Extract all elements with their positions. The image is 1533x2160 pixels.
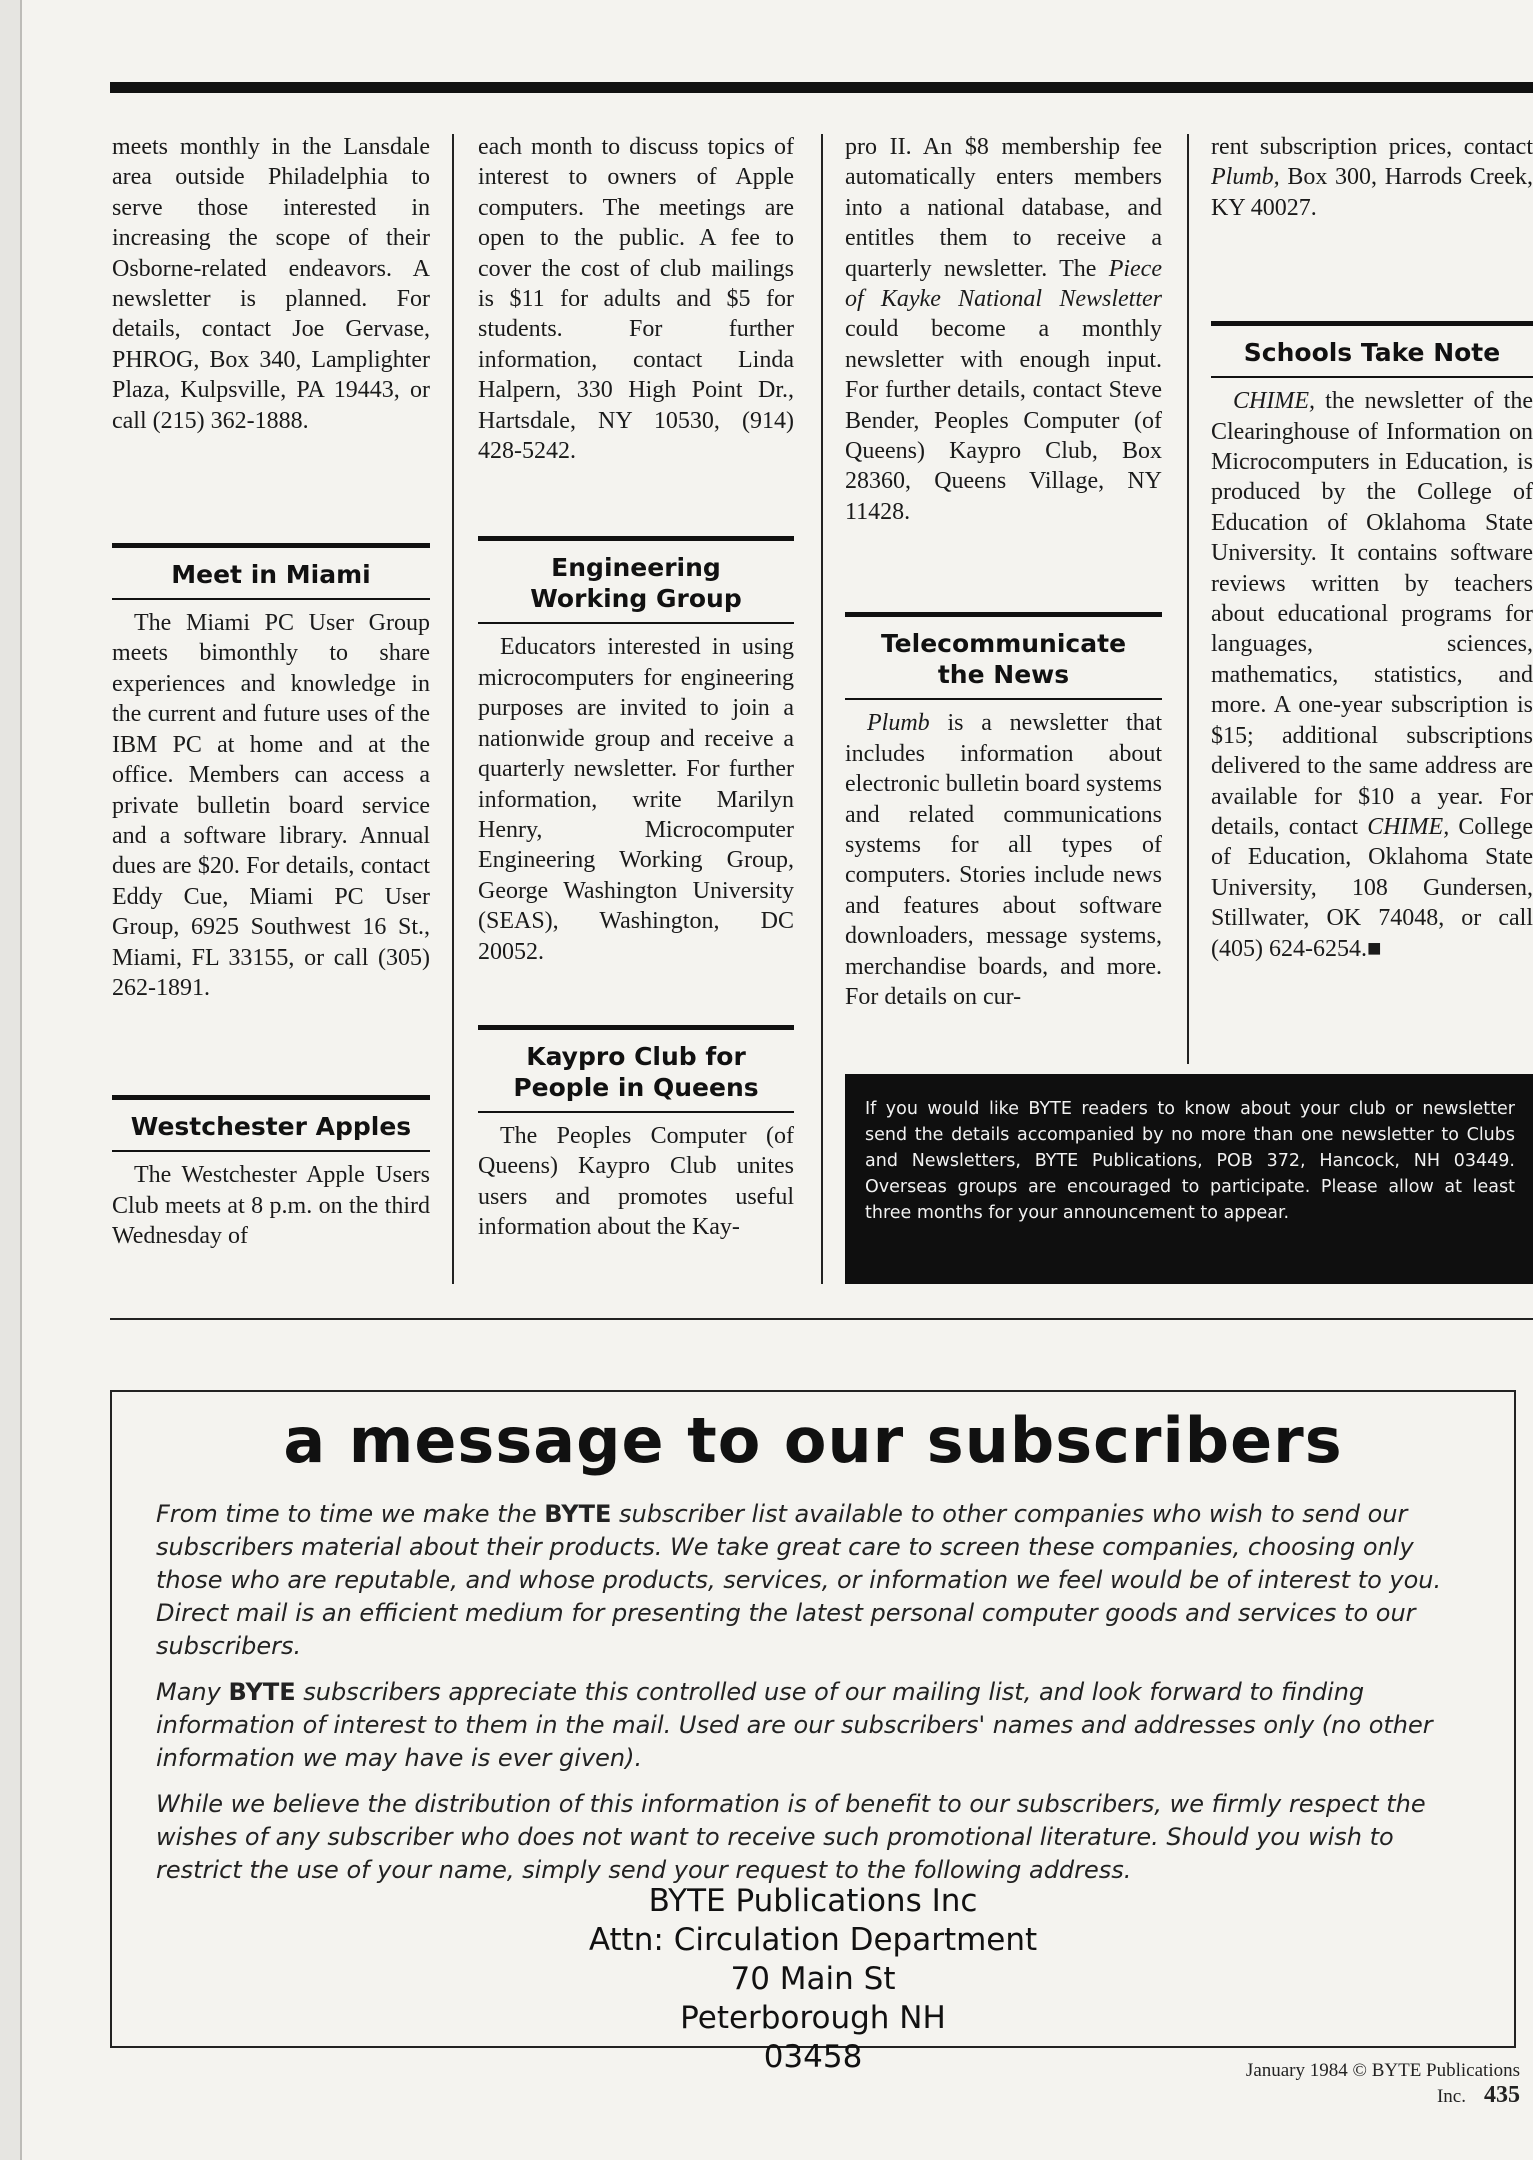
message-body — [156, 1498, 1476, 1900]
publication-title: CHIME, — [1233, 388, 1315, 415]
column-divider-1 — [452, 134, 454, 1284]
message-paragraph-2 — [156, 1676, 1476, 1775]
publication-title: CHIME, — [1367, 813, 1450, 840]
col4-schools-body — [1211, 386, 1533, 964]
mailing-address — [112, 1882, 1514, 2077]
text-run: is a newsletter that includes information about electronic bulletin board systems and related communications systems for all types of computers. Stories include news and features about software downloaders, message systems, merchandise boards, and more. For details on cur- — [845, 710, 1162, 1010]
col2-intro: each month to discuss topics of interest to owners of Apple computers. The meetings are open to the public. A fee to cover the cost of club mailings is $11 for adults and $5 for students. For further information, contact Linda Halpern, 330 High Point Dr., Hartsdale, NY 10530, (914) 428-5242. — [478, 134, 794, 465]
page-footer — [1160, 2060, 1520, 2109]
section-rule — [110, 1318, 1533, 1320]
address-line: Peterborough NH — [680, 2000, 946, 2036]
heading-line: Engineering — [551, 553, 721, 583]
column-divider-3 — [1187, 134, 1189, 1064]
text-run: pro II. An $8 membership fee automatically enters members into a national database, and entitles them to receive a quarterly newsletter. The — [845, 134, 1162, 282]
heading-line: People in Queens — [513, 1072, 759, 1102]
message-paragraph-1 — [156, 1498, 1476, 1663]
subscriber-message-box — [110, 1390, 1516, 2075]
col1-intro: meets monthly in the Lansdale area outside Philadelphia to serve those interested in increasing the scope of their Osborne-related endeavors. A newsletter is planned. For details, contact Joe Gervase, PHROG, Box 340, Lamplighter Plaza, Kulpsville, PA 19443, or call (215) 362-1888. — [112, 134, 430, 434]
col1-westchester-body: The Westchester Apple Users Club meets at 8 p.m. on the third Wednesday of — [112, 1162, 430, 1250]
col2-kaypro-body: The Peoples Computer (of Queens) Kaypro Club unites users and promotes useful information about the Kay- — [478, 1122, 794, 1241]
byte-wordmark: BYTE — [544, 1500, 612, 1528]
column-1 — [112, 132, 430, 1252]
text-run: From time to time we make the — [156, 1500, 537, 1528]
column-2 — [478, 132, 794, 1243]
address-line: 70 Main St — [730, 1961, 896, 1997]
page-spine — [0, 0, 22, 2160]
end-mark-icon: ■ — [1366, 935, 1382, 962]
text-run: subscriber list available to other companies who wish to send our subscribers material about their products. We take great care to screen these companies, choosing only those who are reputable, and whose products, services, or information we feel would be of interest to you. Direct mail is an efficient medium for presenting the latest personal computer goods and services to our subscribers. — [156, 1500, 1442, 1660]
publication-title: Plumb — [867, 710, 930, 737]
address-line: BYTE Publications Inc — [648, 1883, 978, 1919]
heading-line: Working Group — [530, 584, 742, 614]
column-divider-2 — [821, 134, 823, 1284]
page-number: 435 — [1484, 2082, 1520, 2108]
publication-title: Piece of Kayke National Newsletter — [845, 255, 1162, 313]
column-3 — [845, 132, 1162, 1012]
col3-intro — [845, 132, 1162, 527]
message-paragraph-3: While we believe the distribution of this information is of benefit to our subscribers, we firmly respect the wishes of any subscriber who does not want to receive such promotional literature. Should you wish to restrict the use of your name, simply send your request to the following address. — [156, 1790, 1426, 1884]
address-line: 03458 — [763, 2039, 863, 2075]
heading-engineering-working-group — [478, 536, 794, 624]
heading-line: Kaypro Club for — [526, 1041, 746, 1071]
text-run: rent subscription prices, contact — [1211, 134, 1533, 160]
submission-notice: If you would like BYTE readers to know about your club or newsletter send the details accompanied by no more than one newsletter to Clubs and Newsletters, BYTE Publications, POB 372, Hancock, NH 03449. Overseas groups are encouraged to participate. Please allow at least three months for your announcement to appear. — [845, 1074, 1533, 1284]
column-4 — [1211, 132, 1533, 964]
text-run: Box 300, Harrods Creek, KY 40027. — [1211, 164, 1533, 221]
top-rule — [110, 82, 1533, 93]
publication-title: Plumb, — [1211, 164, 1280, 191]
col3-telecom-body — [845, 708, 1162, 1012]
heading-schools-take-note: Schools Take Note — [1211, 321, 1533, 378]
heading-westchester-apples: Westchester Apples — [112, 1095, 430, 1152]
text-run: College of Education, Oklahoma State University, 108 Gundersen, Stillwater, OK 74048, or call (405) 624-6254. — [1211, 813, 1533, 962]
heading-kaypro-club — [478, 1025, 794, 1113]
byte-wordmark: BYTE — [228, 1678, 296, 1706]
heading-telecommunicate-the-news — [845, 612, 1162, 700]
col2-engineering-body: Educators interested in using microcomputers for engineering purposes are invited to join a nationwide group and receive a quarterly newsletter. For further information, write Marilyn Henry, Microcomputer Engineering Working Group, George Washington University (SEAS), Washington, DC 20052. — [478, 634, 794, 965]
heading-line: the News — [937, 660, 1070, 690]
address-line: Attn: Circulation Department — [588, 1922, 1038, 1958]
text-run: subscribers appreciate this controlled use of our mailing list, and look forward to finding information of interest to them in the mail. Used are our subscribers' names and addresses only (no other information we may have is ever given). — [156, 1678, 1433, 1772]
text-run: could become a monthly newsletter with enough input. For further details, contact Steve Bender, Peoples Computer (of Queens) Kaypro Club, Box 28360, Queens Village, NY 11428. — [845, 316, 1162, 525]
heading-meet-in-miami: Meet in Miami — [112, 543, 430, 600]
col4-intro — [1211, 132, 1533, 223]
col1-miami-body: The Miami PC User Group meets bimonthly to share experiences and knowledge in the current and future uses of the IBM PC at home and at the office. Members can access a private bulletin board service and a software library. Annual dues are $20. For details, contact Eddy Cue, Miami PC User Group, 6925 Southwest 16 St., Miami, FL 33155, or call (305) 262-1891. — [112, 610, 430, 1001]
footer-credit: January 1984 © BYTE Publications Inc. — [1245, 2060, 1520, 2107]
text-run: Many — [156, 1678, 221, 1706]
text-run: the newsletter of the Clearinghouse of Information on Microcomputers in Education, is produced by the College of Education of Oklahoma State University. It contains software reviews written by teachers about educational programs for languages, sciences, mathematics, statistics, and more. A one-year subscription is $15; additional subscriptions delivered to the same address are available for $10 a year. For details, contact — [1211, 388, 1533, 840]
heading-line: Telecommunicate — [880, 629, 1127, 659]
message-title: a message to our subscribers — [283, 1404, 1343, 1477]
